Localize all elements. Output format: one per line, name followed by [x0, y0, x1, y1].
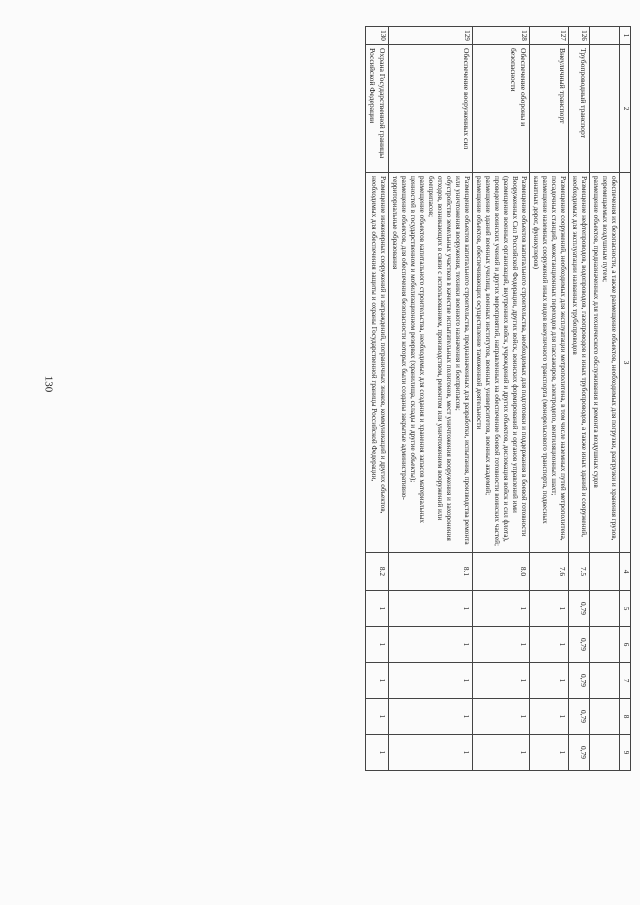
row-number: 128: [473, 27, 530, 45]
coefficient-cell: 1: [366, 591, 389, 627]
header-cell: 8: [620, 699, 631, 735]
description-paragraph: обустройство земельных участков в качестве испытательных полигонов, мест уничтожения вооружения и захоронения отходов, возникающих в связи с использованием, производством, ремонтом или уничтожением вооружений или боеприпасов;: [427, 176, 453, 541]
description-paragraph: размещение наземных сооружений иных видов внеуличного транспорта (монорельсового транспорта, подвесных канатных дорог, фуникулеров): [532, 176, 549, 524]
use-type-description: [366, 173, 389, 553]
description-paragraph: размещение объектов капитального строительства, необходимых для создания и хранения запасов материальных ценностей в государственном и мобилизационном резервах (хранилища, склады и другие объекты);: [409, 176, 426, 523]
coefficient-cell: 0,79: [569, 591, 590, 627]
table-row: [389, 27, 473, 771]
description-paragraph: размещение объектов, обеспечивающих осуществление таможенной деятельности: [475, 176, 483, 430]
land-use-table: [365, 26, 631, 771]
coefficient-cell: 0,79: [569, 663, 590, 699]
row-number: 129: [389, 27, 473, 45]
use-type-description: [473, 173, 530, 553]
coefficient-cell: 1: [530, 699, 569, 735]
description-paragraph: Размещение объектов капитального строительства, необходимых для подготовки и поддержания в боевой готовности Вооруженных Сил Российской Федерации, других войск, воинских формирований и органов управлений ими (размещение военных организаций, внутренних войск, учреждений и других объектов, дислокация войск и сил флота),: [502, 176, 528, 542]
use-type-name: [590, 45, 620, 173]
use-type-name: Внеуличный транспорт: [530, 45, 569, 173]
coefficient-cell: [590, 663, 620, 699]
use-type-description: [590, 173, 620, 553]
header-cell: 2: [620, 45, 631, 173]
coefficient-cell: 1: [473, 663, 530, 699]
rotated-table-container: [105, 26, 631, 770]
page-number: 130: [42, 375, 55, 393]
description-paragraph: размещение объектов, для обеспечения безопасности которых были созданы закрытые административно-территориальные образования: [391, 176, 408, 500]
use-type-description: [569, 173, 590, 553]
classifier-code: 7.5: [569, 553, 590, 591]
coefficient-cell: 1: [473, 699, 530, 735]
use-type-name: Трубопроводный транспорт: [569, 45, 590, 173]
row-number: 127: [530, 27, 569, 45]
coefficient-cell: 1: [473, 591, 530, 627]
description-paragraph: проведение воинских учений и других мероприятий, направленных на обеспечение боевой готовности воинских частей;: [493, 176, 501, 546]
use-type-name: Охрана Государственной границы Российской Федерации: [366, 45, 389, 173]
coefficient-cell: 0,79: [569, 627, 590, 663]
coefficient-cell: 1: [530, 591, 569, 627]
table-row: [366, 27, 389, 771]
header-cell: 4: [620, 553, 631, 591]
coefficient-cell: 1: [530, 663, 569, 699]
coefficient-cell: 0,79: [569, 735, 590, 771]
coefficient-cell: 1: [366, 627, 389, 663]
use-type-description: [530, 173, 569, 553]
coefficient-cell: [590, 591, 620, 627]
table-row: [569, 27, 590, 771]
header-cell: 3: [620, 173, 631, 553]
coefficient-cell: [590, 699, 620, 735]
coefficient-cell: 1: [473, 627, 530, 663]
description-paragraph: Размещение нефтепроводов, водопроводов, газопроводов и иных трубопроводов, а также иных зданий и сооружений, необходимых для эксплуатации названных трубопроводов: [571, 176, 588, 537]
classifier-code: 7.6: [530, 553, 569, 591]
description-paragraph: размещение объектов, предназначенных для технического обслуживания и ремонта воздушных судов: [592, 176, 600, 488]
table-row: [473, 27, 530, 771]
header-row: [620, 27, 631, 771]
row-number: [590, 27, 620, 45]
row-number: 130: [366, 27, 389, 45]
use-type-description: [389, 173, 473, 553]
description-paragraph: Размещение объектов капитального строительства, предназначенных для разработки, испытания, производства ремонта или уничтожения вооружения, техники военного назначения и боеприпасов;: [454, 176, 471, 545]
header-cell: 9: [620, 735, 631, 771]
header-cell: 1: [620, 27, 631, 45]
table-row: [590, 27, 620, 771]
classifier-code: 8.0: [473, 553, 530, 591]
coefficient-cell: 1: [389, 735, 473, 771]
classifier-code: 8.2: [366, 553, 389, 591]
coefficient-cell: 1: [366, 663, 389, 699]
coefficient-cell: 1: [530, 735, 569, 771]
use-type-name: Обеспечение вооруженных сил: [389, 45, 473, 173]
coefficient-cell: 1: [389, 663, 473, 699]
coefficient-cell: 1: [389, 627, 473, 663]
table-row: [530, 27, 569, 771]
classifier-code: 8.1: [389, 553, 473, 591]
use-type-name: Обеспечение обороны и безопасности: [473, 45, 530, 173]
description-paragraph: Размещение инженерных сооружений и заграждений, пограничных знаков, коммуникаций и других объектов, необходимых для обеспечения защиты и охраны Государственной границы Российской Федерации,: [370, 176, 387, 514]
coefficient-cell: 1: [530, 627, 569, 663]
coefficient-cell: 1: [366, 735, 389, 771]
coefficient-cell: 1: [473, 735, 530, 771]
coefficient-cell: 1: [389, 591, 473, 627]
description-paragraph: размещение зданий военных училищ, военных институтов, военных университетов, военных академий;: [484, 176, 492, 496]
coefficient-cell: 1: [389, 699, 473, 735]
classifier-code: [590, 553, 620, 591]
description-paragraph: обеспечения их безопасности, а также размещение объектов, необходимых для погрузки, разгрузки и хранения грузов, перемещаемых воздушным путем;: [601, 176, 618, 541]
header-cell: 5: [620, 591, 631, 627]
header-cell: 6: [620, 627, 631, 663]
coefficient-cell: [590, 627, 620, 663]
description-paragraph: Размещение сооружений, необходимых для эксплуатации метрополитена, в том числе наземных путей метрополитена, посадочных станций, межстанционных переходов для пассажиров, электродепо, вентиляционных шахт;: [550, 176, 567, 541]
row-number: 126: [569, 27, 590, 45]
coefficient-cell: 0,79: [569, 699, 590, 735]
coefficient-cell: 1: [366, 699, 389, 735]
coefficient-cell: [590, 735, 620, 771]
header-cell: 7: [620, 663, 631, 699]
